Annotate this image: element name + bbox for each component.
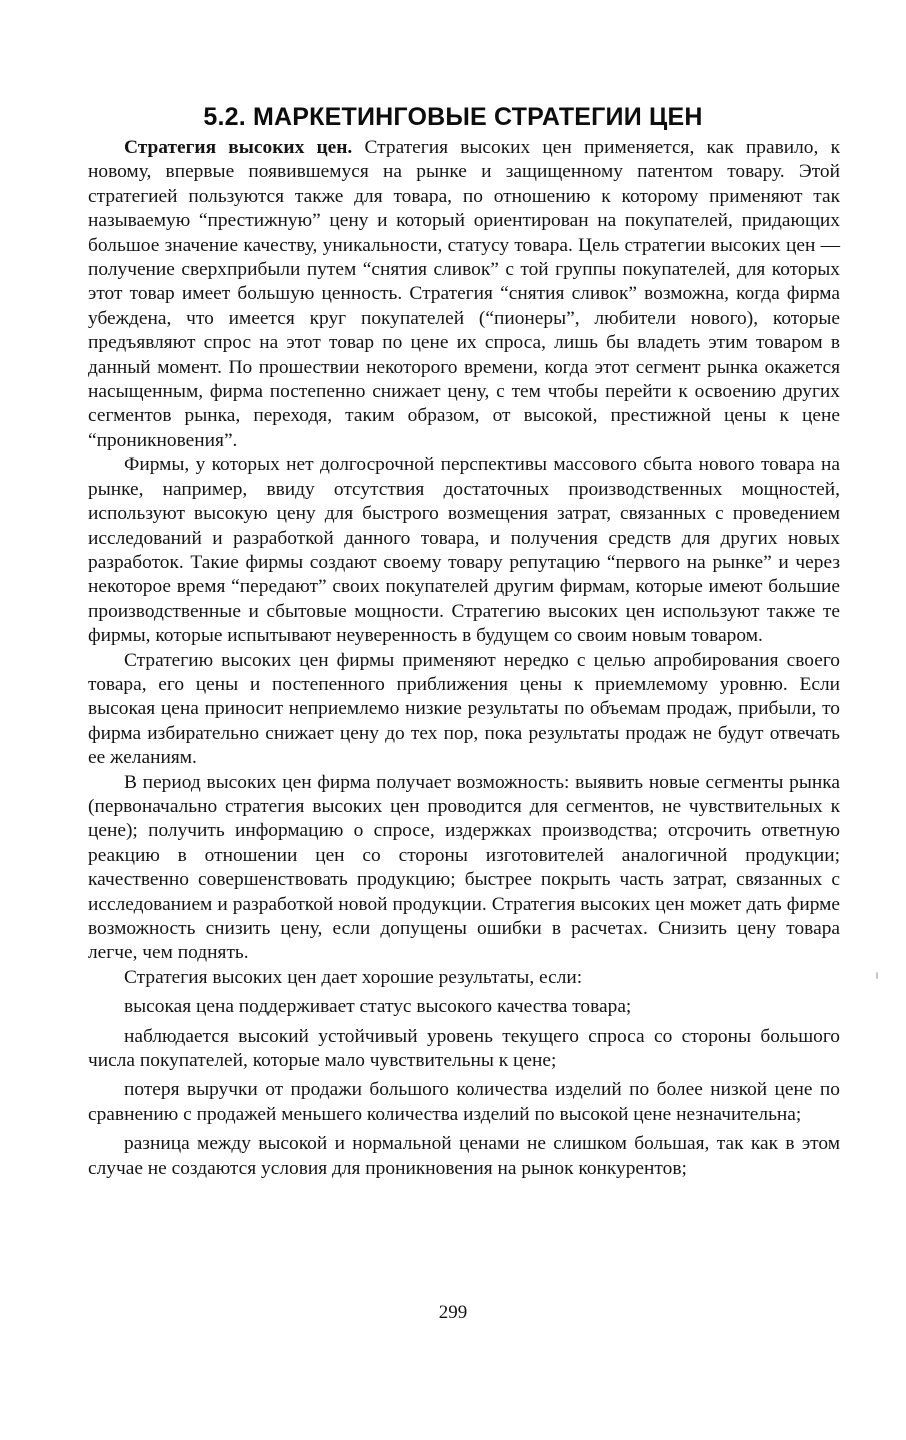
section-heading: 5.2. МАРКЕТИНГОВЫЕ СТРАТЕГИИ ЦЕН <box>203 102 703 131</box>
paragraph-text: Стратегия высоких цен применяется, как правило, к новому, впервые появившемуся на рынке и защищенному патентом товару. Этой стратегией пользуются также для товара, по отношению к которому применяют так называемую “престижную” цену и который ориентирован на покупателей, придающих большое значение качеству, уникальности, статусу товара. Цель стратегии высоких цен — получение сверхприбыли путем “снятия сливок” с той группы покупателей, для которых этот товар имеет большую ценность. Стратегия “снятия сливок” возможна, когда фирма убеждена, что имеется круг покупателей (“пионеры”, любители нового), которые предъявляют спрос на этот товар по цене их спроса, лишь бы владеть этим товаром в данный момент. По прошествии некоторого времени, когда этот сегмент рынка окажется насыщенным, фирма постепенно снижает цену, с тем чтобы перейти к освоению других сегментов рынка, переходя, таким образом, от высокой, престижной цены к цене “проникновения”. <box>88 137 840 451</box>
body-text <box>88 136 840 1181</box>
paragraph-lead-term: Стратегия высоких цен. <box>124 137 353 158</box>
paragraph-price-testing <box>88 649 840 771</box>
condition-item: наблюдается высокий устойчивый уровень текущего спроса со стороны большого числа покупателей, которые мало чувствительны к цене; <box>88 1025 840 1072</box>
paragraph-text: Фирмы, у которых нет долгосрочной перспективы массового сбыта нового товара на рынке, например, ввиду отсутствия достаточных производственных мощностей, используют высокую цену для быстрого возмещения затрат, связанных с проведением исследований и разработкой данного товара, и получения средств для других новых разработок. Такие фирмы создают своему товару репутацию “первого на рынке” и через некоторое время “передают” своих покупателей другим фирмам, которые имеют большие производственные и сбытовые мощности. Стратегию высоких цен используют также те фирмы, которые испытывают неуверенность в будущем со своим новым товаром. <box>88 454 840 647</box>
paragraph-text: Стратегия высоких цен дает хорошие результаты, если: <box>124 966 583 988</box>
paragraph-short-term-firms <box>88 453 840 648</box>
condition-item: высокая цена поддерживает статус высокого качества товара; <box>124 996 632 1018</box>
paragraph-conditions-intro <box>88 966 840 990</box>
paragraph-opportunities <box>88 771 840 966</box>
condition-item: разница между высокой и нормальной ценами не слишком большая, так как в этом случае не создаются условия для проникновения на рынок конкурентов; <box>88 1133 840 1179</box>
paragraph-high-price-strategy <box>88 136 840 453</box>
paragraph-text: Стратегию высоких цен фирмы применяют нередко с целью апробирования своего товара, его цены и постепенного приближения цены к приемлемому уровню. Если высокая цена приносит неприемлемо низкие результаты по объемам продаж, прибыли, то фирма избирательно снижает цену до тех пор, пока результаты продаж не будут отвечать ее желаниям. <box>88 649 840 769</box>
paragraph-text: В период высоких цен фирма получает возможность: выявить новые сегменты рынка (первоначально стратегия высоких цен проводится для сегментов, не чувствительных к цене); получить информацию о спросе, издержках производства; отсрочить ответную реакцию в отношении цен со стороны изготовителей аналогичной продукции; качественно совершенствовать продукцию; быстрее покрыть часть затрат, связанных с исследованием и разработкой новой продукции. Стратегия высоких цен может дать фирме возможность снизить цену, если допущены ошибки в расчетах. Снизить цену товара легче, чем поднять. <box>88 771 840 964</box>
page-number: 299 <box>438 1302 468 1323</box>
scan-margin-mark <box>876 972 878 979</box>
condition-item: потеря выручки от продажи большого количества изделий по более низкой цене по сравнению с продажей меньшего количества изделий по высокой цене незначительна; <box>88 1079 840 1125</box>
